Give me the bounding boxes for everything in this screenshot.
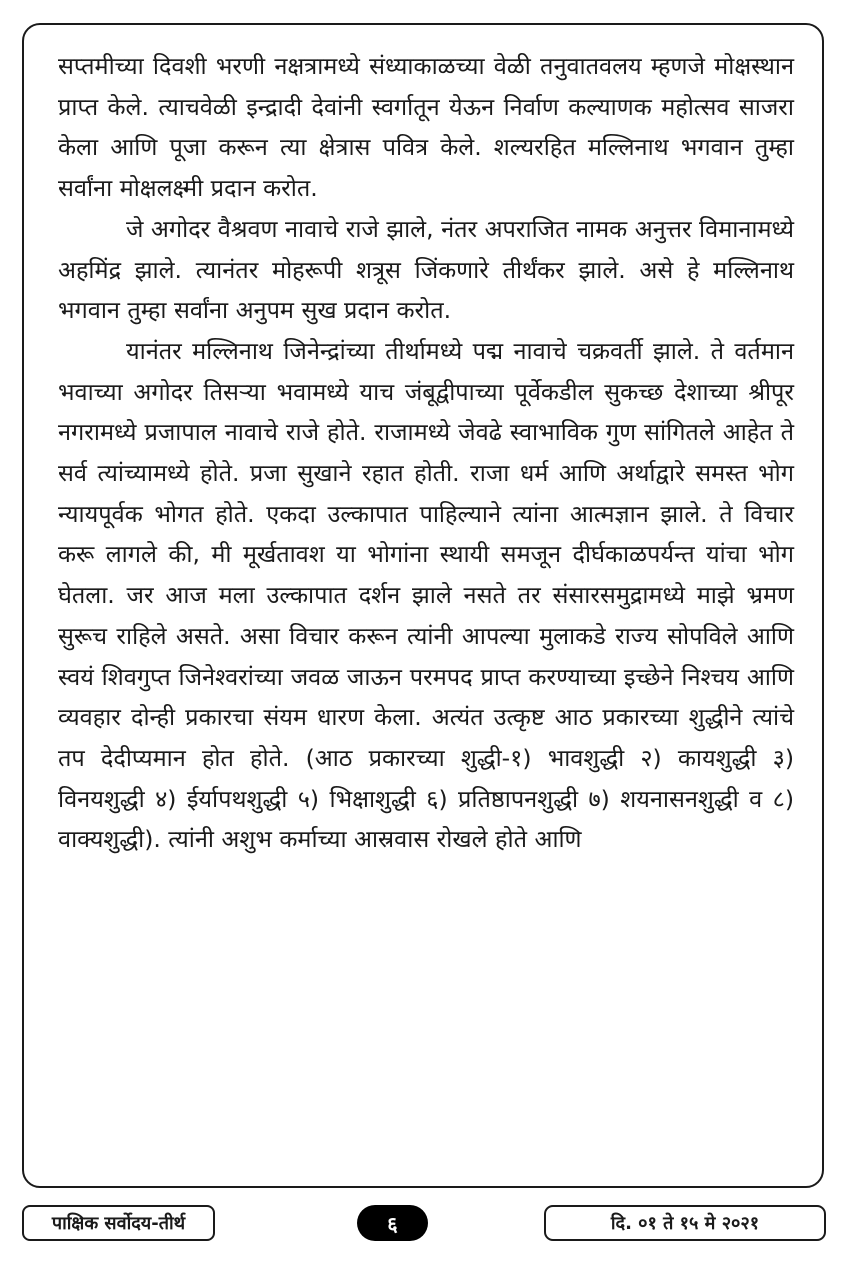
issue-date: दि. ०१ ते १५ मे २०२१ xyxy=(544,1205,826,1241)
publication-name: पाक्षिक सर्वोदय-तीर्थ xyxy=(22,1205,215,1241)
article-body xyxy=(58,46,794,860)
page-number: ६ xyxy=(357,1205,428,1241)
paragraph: जे अगोदर वैश्रवण नावाचे राजे झाले, नंतर अपराजित नामक अनुत्तर विमानामध्ये अहमिंद्र झाले. त्यानंतर मोहरूपी शत्रूस जिंकणारे तीर्थंकर झाले. असे हे मल्लिनाथ भगवान तुम्हा सर्वांना अनुपम सुख प्रदान करोत. xyxy=(58,214,794,325)
paragraph: सप्तमीच्या दिवशी भरणी नक्षत्रामध्ये संध्याकाळच्या वेळी तनुवातवलय म्हणजे मोक्षस्थान प्राप्त केले. त्याचवेळी इन्द्रादी देवांनी स्वर्गातून येऊन निर्वाण कल्याणक महोत्सव साजरा केला आणि पूजा करून त्या क्षेत्रास पवित्र केले. शल्यरहित मल्लिनाथ भगवान तुम्हा सर्वांना मोक्षलक्ष्मी प्रदान करोत. xyxy=(58,52,794,203)
paragraph: यानंतर मल्लिनाथ जिनेन्द्रांच्या तीर्थामध्ये पद्म नावाचे चक्रवर्ती झाले. ते वर्तमान भवाच्या अगोदर तिसऱ्या भवामध्ये याच जंबूद्वीपाच्या पूर्वेकडील सुकच्छ देशाच्या श्रीपूर नगरामध्ये प्रजापाल नावाचे राजे होते. राजामध्ये जेवढे स्वाभाविक गुण सांगितले आहेत ते सर्व त्यांच्यामध्ये होते. प्रजा सुखाने रहात होती. राजा धर्म आणि अर्थाद्वारे समस्त भोग न्यायपूर्वक भोगत होते. एकदा उल्कापात पाहिल्याने त्यांना आत्मज्ञान झाले. ते विचार करू लागले की, मी मूर्खतावश या भोगांना स्थायी समजून दीर्घकाळपर्यन्त यांचा भोग घेतला. जर आज मला उल्कापात दर्शन झाले नसते तर संसारसमुद्रामध्ये माझे भ्रमण सुरूच राहिले असते. असा विचार करून त्यांनी आपल्या मुलाकडे राज्य सोपविले आणि स्वयं शिवगुप्त जिनेश्वरांच्या जवळ जाऊन परमपद प्राप्त करण्याच्या इच्छेने निश्चय आणि व्यवहार दोन्ही प्रकारचा संयम धारण केला. अत्यंत उत्कृष्ट आठ प्रकारच्या शुद्धीने त्यांचे तप देदीप्यमान होत होते. (आठ प्रकारच्या शुद्धी-१) भावशुद्धी २) कायशुद्धी ३) विनयशुद्धी ४) ईर्यापथशुद्धी ५) भिक्षाशुद्धी ६) प्रतिष्ठापनशुद्धी ७) शयनासनशुद्धी व ८) वाक्यशुद्धी). त्यांनी अशुभ कर्माच्या आस्रवास रोखले होते आणि xyxy=(58,336,794,854)
